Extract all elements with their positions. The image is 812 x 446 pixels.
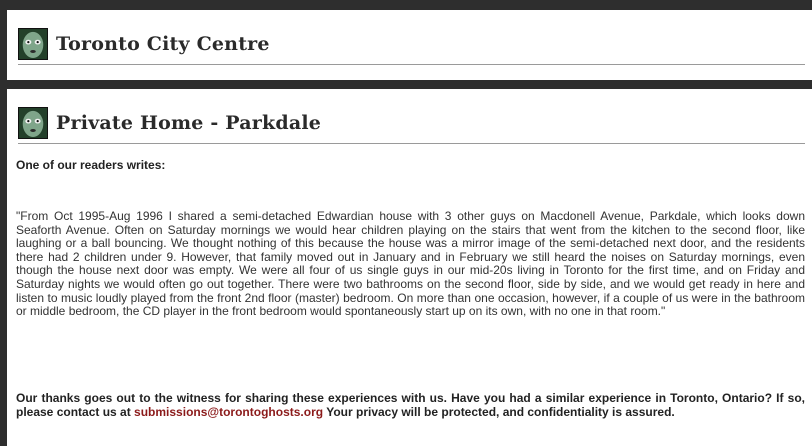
- submission-email-link[interactable]: submissions@torontoghosts.org: [134, 405, 324, 420]
- page-title: Toronto City Centre: [56, 33, 270, 55]
- ghost-face-icon: [18, 28, 48, 60]
- article-heading: [18, 103, 805, 144]
- thanks-text-before: Our thanks goes out to the witness for sharing these experiences with us. Have you had a similar experience in Toronto, Ontario? If so, please contact us at: [16, 391, 805, 420]
- article-thanks: [16, 391, 805, 419]
- section-heading: [18, 24, 805, 65]
- header-panel: [7, 10, 812, 80]
- ghost-face-icon: [18, 107, 48, 139]
- thanks-text-after: Your privacy will be protected, and confidentiality is assured.: [323, 405, 675, 420]
- article-title: Private Home - Parkdale: [56, 112, 322, 134]
- article-story: "From Oct 1995-Aug 1996 I shared a semi-detached Edwardian house with 3 other guys on Macdonell Avenue, Parkdale, which looks down Seaforth Avenue. Often on Saturday mornings we would hear children playing on the stairs that went from the kitchen to the second floor, like laughing or a ball bouncing. We thought nothing of this because the house was a mirror image of the semi-detached next door, and the residents there had 2 children under 9. However, that family moved out in January and in February we still heard the noises on Saturday mornings, even though the house next door was empty. We were all four of us single guys in our mid-20s living in Toronto for the first time, and on Friday and Saturday nights we would often go out together. There were two bathrooms on the second floor, side by side, and we would get ready in here and listen to music loudly played from the front 2nd floor (master) bedroom. On more than one occasion, however, if a couple of us were in the bathroom or middle bedroom, the CD player in the front bedroom would spontaneously start up on its own, with no one in that room.": [16, 209, 805, 319]
- article-panel: [7, 89, 812, 446]
- article-intro: One of our readers writes:: [16, 158, 166, 172]
